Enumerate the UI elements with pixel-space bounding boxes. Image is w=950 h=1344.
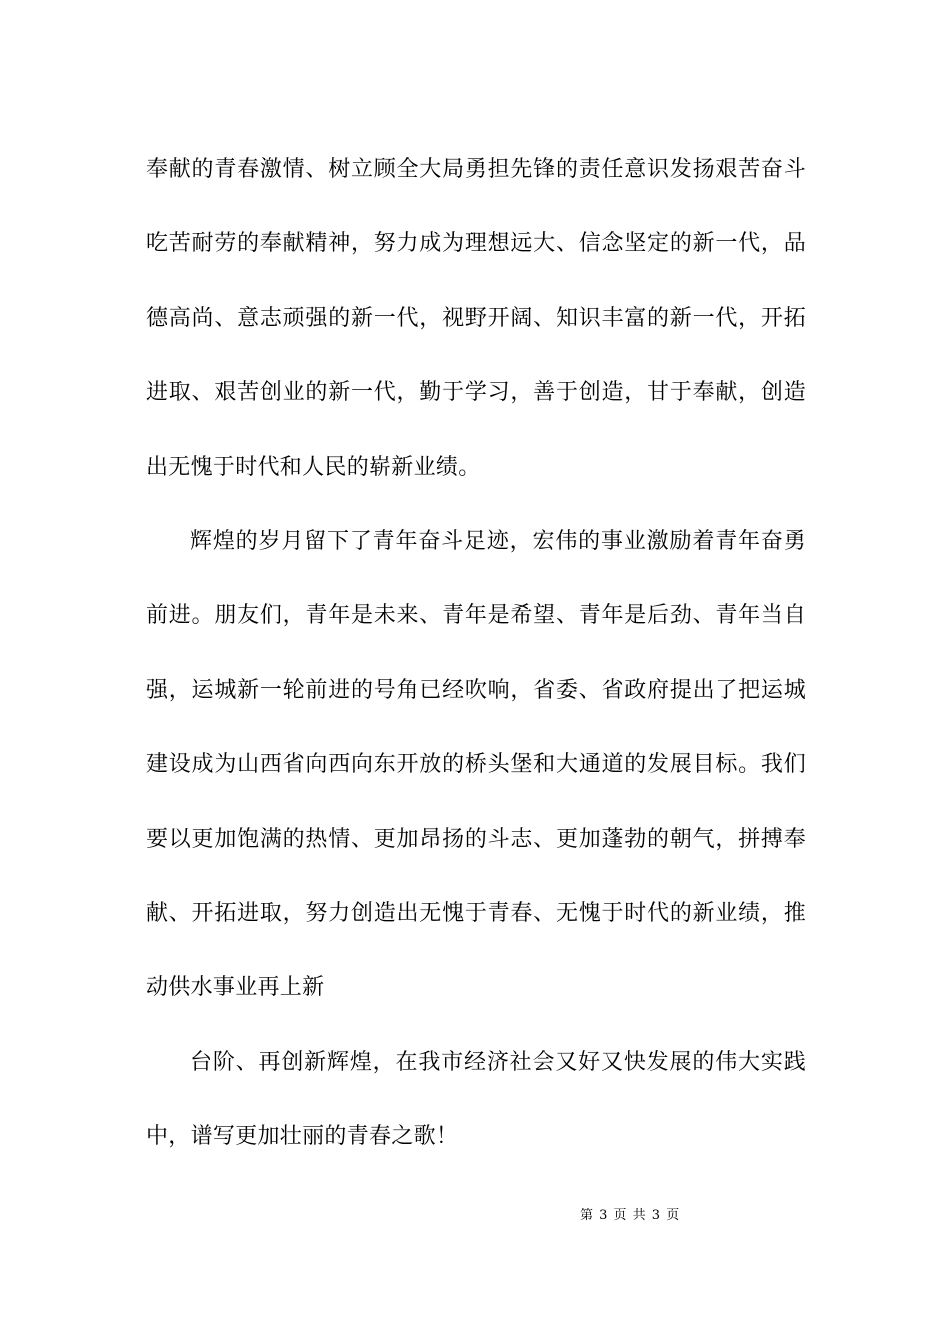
page-footer xyxy=(0,1204,950,1228)
page-number: 第 3 页 共 3 页 xyxy=(580,1208,681,1223)
paragraph-1: 奉献的青春激情、树立顾全大局勇担先锋的责任意识发扬艰苦奋斗吃苦耐劳的奉献精神，努力成为理想远大、信念坚定的新一代，品德高尚、意志顽强的新一代，视野开阔、知识丰富的新一代，开拓进取、艰苦创业的新一代，勤于学习，善于创造，甘于奉献，创造出无愧于时代和人民的崭新业绩。 xyxy=(146,157,806,480)
document-body xyxy=(146,133,806,1175)
paragraph-3: 台阶、再创新辉煌，在我市经济社会又好又快发展的伟大实践中，谱写更加壮丽的青春之歌！ xyxy=(146,1049,806,1150)
paragraph-2: 辉煌的岁月留下了青年奋斗足迹，宏伟的事业激励着青年奋勇前进。朋友们，青年是未来、青年是希望、青年是后劲、青年当自强，运城新一轮前进的号角已经吹响，省委、省政府提出了把运城建设成为山西省向西向东开放的桥头堡和大通道的发展目标。我们要以更加饱满的热情、更加昂扬的斗志、更加蓬勃的朝气，拼搏奉献、开拓进取，努力创造出无愧于青春、无愧于时代的新业绩，推动供水事业再上新 xyxy=(146,529,806,1001)
